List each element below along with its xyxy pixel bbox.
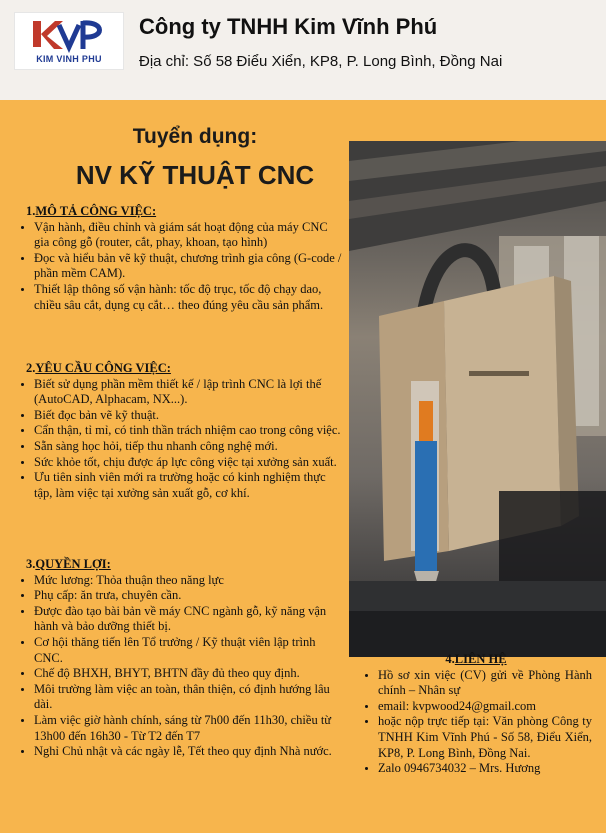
benefits-list (14, 573, 344, 760)
list-item: • Biết sử dụng phần mềm thiết kế / lập trình CNC là lợi thế (AutoCAD, Alphacam, NX...). (34, 377, 344, 408)
contact-zalo: • Zalo 0946734032 – Mrs. Hương (378, 761, 592, 777)
contact-list (360, 668, 592, 777)
list-item: • Sẵn sàng học hỏi, tiếp thu nhanh công nghệ mới. (34, 439, 344, 455)
cnc-machine-photo (349, 141, 606, 657)
logo-text: KIM VINH PHU (36, 54, 102, 64)
section-heading: 3.QUYỀN LỢI: (26, 557, 111, 571)
list-item: • Môi trường làm việc an toàn, thân thiện, có định hướng lâu dài. (34, 682, 344, 713)
section-contact (360, 652, 592, 777)
contact-email[interactable]: • email: kvpwood24@gmail.com (378, 699, 592, 715)
list-item: • Cẩn thận, tỉ mỉ, có tinh thần trách nhiệm cao trong công việc. (34, 423, 344, 439)
company-logo (14, 12, 124, 70)
list-item: • Nghỉ Chủ nhật và các ngày lễ, Tết theo quy định Nhà nước. (34, 744, 344, 760)
kvp-logo-icon (29, 17, 109, 53)
company-address: Địa chỉ: Số 58 Điểu Xiển, KP8, P. Long Bình, Đồng Nai (139, 53, 503, 70)
list-item: • Phụ cấp: ăn trưa, chuyên cần. (34, 588, 344, 604)
section-heading: 2.YÊU CẦU CÔNG VIỆC: (26, 361, 171, 375)
list-item: • Được đào tạo bài bản về máy CNC ngành gỗ, kỹ năng vận hành và bảo dưỡng thiết bị. (34, 604, 344, 635)
list-item: • Biết đọc bản vẽ kỹ thuật. (34, 408, 344, 424)
list-item: • hoặc nộp trực tiếp tại: Văn phòng Công ty TNHH Kim Vĩnh Phú - Số 58, Điểu Xiển, KP8, P. Long Bình, Đồng Nai. (378, 714, 592, 761)
poster-header (0, 0, 606, 100)
section-benefits (14, 557, 344, 760)
section-requirements (14, 361, 344, 501)
list-item: • Hồ sơ xin việc (CV) gửi về Phòng Hành chính – Nhân sự (378, 668, 592, 699)
list-item: • Mức lương: Thỏa thuận theo năng lực (34, 573, 344, 589)
job-position-title: NV KỸ THUẬT CNC (75, 160, 315, 190)
list-item: • Ưu tiên sinh viên mới ra trường hoặc có kinh nghiệm thực tập, làm việc tại xưởng sản xuất gỗ, cơ khí. (34, 470, 344, 501)
list-item: • Sức khỏe tốt, chịu được áp lực công việc tại xưởng sản xuất. (34, 455, 344, 471)
list-item: • Đọc và hiểu bản vẽ kỹ thuật, chương trình gia công (G-code / phần mềm CAM). (34, 251, 344, 282)
section-heading: 4.LIÊN HỆ (445, 652, 507, 666)
list-item: • Chế độ BHXH, BHYT, BHTN đầy đủ theo quy định. (34, 666, 344, 682)
list-item: • Vận hành, điều chỉnh và giám sát hoạt động của máy CNC gia công gỗ (router, cắt, phay, khoan, tạo hình) (34, 220, 344, 251)
list-item: • Cơ hội thăng tiến lên Tổ trưởng / Kỹ thuật viên lập trình CNC. (34, 635, 344, 666)
requirements-list (14, 377, 344, 502)
section-heading: 1.MÔ TẢ CÔNG VIỆC: (26, 204, 157, 218)
list-item: • Làm việc giờ hành chính, sáng từ 7h00 đến 11h30, chiều từ 13h00 đến 16h30 - Từ T2 đến T7 (34, 713, 344, 744)
list-item: • Thiết lập thông số vận hành: tốc độ trục, tốc độ chạy dao, chiều sâu cắt, dụng cụ cắt… theo đúng yêu cầu sản phẩm. (34, 282, 344, 313)
recruit-title: Tuyển dụng: (132, 125, 258, 148)
company-name: Công ty TNHH Kim Vĩnh Phú (139, 14, 438, 39)
cnc-machine-illustration (349, 141, 606, 657)
section-job-description (14, 204, 344, 313)
job-description-list (14, 220, 344, 314)
